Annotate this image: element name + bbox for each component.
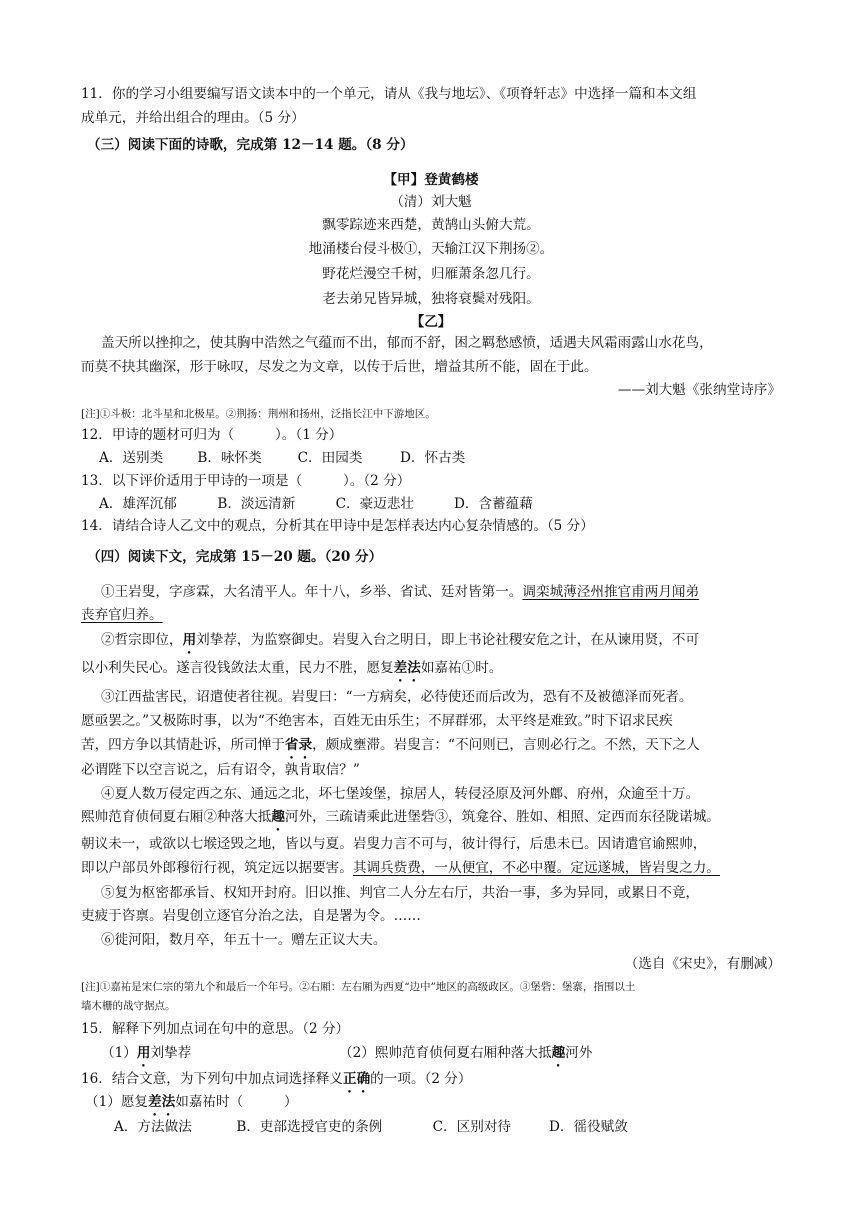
question-11-line1: 11．你的学习小组要编写语文读本中的一个单元，请从《我与地坛》、《项脊轩志》中选择一篇和本文组 [81, 86, 697, 102]
passage-p4-line1: ④夏人数万侵定西之东、通远之北，坏七堡竣堡，掠居人，转侵泾原及河外鄜、府州，众逾至十万。 [101, 786, 700, 802]
q15-1-label: （1） [101, 1045, 137, 1061]
q12-option-a[interactable]: A．送别类 [99, 450, 164, 466]
q16-1-label: （1）愿复 [85, 1094, 149, 1110]
q13-option-d[interactable]: D．含蓄蕴藉 [453, 496, 533, 512]
passage-source: （选自《宋史》，有删减） [624, 956, 781, 972]
question-13: 13．以下评价适用于甲诗的一项是（ ）。（2 分） [81, 473, 411, 489]
q15-dotted-qu: 趣 [551, 1045, 566, 1061]
yi-text-line1: 盖天所以挫抑之，使其胸中浩然之气蕴而不出，郁而不舒，困之羁愁感愤，适遇夫风霜雨露山水花鸟， [101, 335, 713, 351]
poem-author: （清）刘大魁 [390, 194, 472, 210]
q13-option-b[interactable]: B．淡远清新 [217, 496, 296, 512]
section-4-heading: （四）阅读下文，完成第 15－20 题。（20 分） [87, 549, 383, 565]
q16-text: 16．结合文意，为下列句中加点词选择释义 [81, 1071, 343, 1087]
p4-text-2: 即以户部员外郎穆衍行视，筑定远以据要害。 [81, 860, 353, 876]
p4-underlined: 其调兵赀费，一从便宜，不必中覆。定远遂城，皆岩叟之力。 [352, 860, 720, 876]
dotted-word-qu: 趣 [271, 809, 285, 825]
section-3-note: [注]①斗极：北斗星和北极星。②荆扬：荆州和扬州，泛指长江中下游地区。 [81, 408, 436, 420]
q16-option-b[interactable]: B．吏部选授官吏的条例 [236, 1119, 383, 1135]
q16-option-d[interactable]: D．徭役赋敛 [548, 1119, 628, 1135]
p2-text-cont: 刘挚荐，为监察御史。岩叟入台之明日，即上书论社稷安危之计，在从谏用贤，不可 [196, 632, 700, 648]
dotted-word-yong: 用 [182, 632, 197, 648]
p2-text-3: 如嘉祐①时。 [420, 660, 503, 676]
passage-p3-line3 [81, 735, 700, 762]
question-16-item-1 [85, 1092, 298, 1119]
q13-option-a[interactable]: A．雄浑沉郁 [99, 496, 177, 512]
passage-p4-line3: 朝议未一，或欲以七堠迳毁之地，皆以与夏。岩叟力言不可与，彼计得行，后患未已。因请遣官谕熙帅， [81, 836, 707, 852]
p3-text-cont: ，颇成壅滞。岩叟言：“不问则已，言则必行之。不然，天下之人 [312, 737, 700, 753]
p3-text: 苦，四方争以其情赴诉，所司惮于 [81, 737, 285, 753]
passage-p6: ⑥徙河阳，数月卒，年五十一。赠左正议大夫。 [101, 932, 387, 948]
q15-dotted-yong: 用 [136, 1045, 151, 1061]
passage-p2-line1 [101, 630, 699, 657]
question-13-options [99, 494, 533, 514]
q16-text-cont: 的一项。（2 分） [370, 1071, 472, 1087]
q12-option-b[interactable]: B．咏怀类 [197, 450, 262, 466]
question-14: 14．请结合诗人乙文中的观点，分析其在甲诗中是怎样表达内心复杂情感的。（5 分） [81, 518, 594, 534]
passage-p4-line4 [81, 858, 720, 878]
poem-line-4: 老去弟兄皆异城，独将衰鬓对残阳。 [322, 291, 540, 307]
q16-option-c[interactable]: C．区别对待 [432, 1119, 512, 1135]
q16-dotted-chafa: 差法 [148, 1094, 176, 1110]
passage-p3-line2: 愿亟罢之。”又极陈时事，以为“不绝害本，百姓无由乐生；不屏群邪，太平终是难致。”时下诏求民疾 [81, 713, 673, 729]
poem-title: 【甲】登黄鹤楼 [383, 172, 479, 188]
passage-p3-line1: ③江西盐害民，诏遣使者往视。岩叟曰：“一方病矣，必待使还而后改为，恐有不及被德泽而死者。 [101, 689, 693, 705]
question-11-line2: 成单元，并给出组合的理由。（5 分） [81, 110, 305, 126]
passage-p2-line2 [81, 658, 502, 685]
q16-dotted-zhengque: 正确 [342, 1071, 371, 1087]
section-3-heading: （三）阅读下面的诗歌，完成第 12－14 题。（8 分） [87, 137, 414, 153]
section-4-note-line2: 墙木栅的战守据点。 [81, 1000, 176, 1012]
question-15-item-2 [339, 1043, 592, 1070]
p2-text: ②哲宗即位， [101, 632, 183, 648]
poem-line-2: 地涌楼台侵斗极①，天输江汉下荆扬②。 [308, 241, 554, 257]
yi-title: 【乙】 [410, 314, 452, 330]
q16-1-text: 如嘉祐时（ ） [175, 1094, 298, 1110]
question-12: 12．甲诗的题材可归为（ ）。（1 分） [81, 427, 343, 443]
question-15: 15．解释下列加点词在句中的意思。（2 分） [81, 1021, 350, 1037]
q15-2-text-cont: 河外 [565, 1045, 593, 1061]
passage-p4-line2 [81, 807, 720, 834]
dotted-word-shenglu: 省录 [284, 737, 313, 753]
q12-option-d[interactable]: D．怀古类 [399, 450, 466, 466]
p1-underlined: 调栾城薄泾州推官甫两月闻弟 [522, 584, 700, 600]
q15-2-text: （2）熙帅范育侦伺夏右厢种落大抵 [339, 1045, 552, 1061]
passage-p3-line4: 必谓陛下以空言说之，后有诏令，孰肯取信？” [81, 762, 360, 778]
passage-p5-line1: ⑤复为枢密都承旨、权知开封府。旧以推、判官二人分左右厅，共治一事，多为异同，或累日不竟， [101, 885, 700, 901]
p4-text-cont: 河外，三疏请乘此进堡砦③，筑龛谷、胜如、相照、定西而东径陇诺城。 [284, 809, 720, 825]
question-16-options [114, 1117, 628, 1137]
question-12-options [99, 448, 465, 468]
section-4-note-line1: [注]①嘉祐是宋仁宗的第九个和最后一个年号。②右厢：左右厢为西夏“边中”地区的高级政区。③堡砦：堡寨，指围以土 [81, 981, 636, 993]
q15-1-text: 刘挚荐 [150, 1045, 192, 1061]
p4-text: 熙帅范育侦伺夏右厢②种落大抵 [81, 809, 272, 825]
poem-line-1: 飘零踪迹来西楚，黄鹄山头俯大荒。 [322, 217, 540, 233]
passage-p1-line1 [101, 582, 699, 602]
poem-line-3: 野花烂漫空千树，归雁萧条忽几行。 [322, 266, 540, 282]
p2-text-2: 以小利失民心。遂言役钱敛法太重，民力不胜，愿复 [81, 660, 394, 676]
q12-option-c[interactable]: C．田园类 [297, 450, 363, 466]
p1-text: ①王岩叟，字彦霖，大名清平人。年十八，乡举、省试、廷对皆第一。 [101, 584, 523, 600]
question-15-item-1 [101, 1043, 191, 1070]
yi-source: ——刘大魁《张纳堂诗序》 [617, 382, 781, 398]
yi-text-line2: 而莫不抉其幽深，形于咏叹，尽发之为文章，以传于后世，增益其所不能，固在于此。 [81, 359, 598, 375]
q13-option-c[interactable]: C．豪迈悲壮 [335, 496, 415, 512]
dotted-word-chafa: 差法 [393, 660, 421, 676]
q16-option-a[interactable]: A．方法做法 [114, 1119, 192, 1135]
passage-p5-line2: 吏疲于咨禀。岩叟创立逐官分治之法，自是署为令。…… [81, 908, 421, 924]
passage-p1-line2: 丧弃官归养。 [81, 607, 163, 623]
